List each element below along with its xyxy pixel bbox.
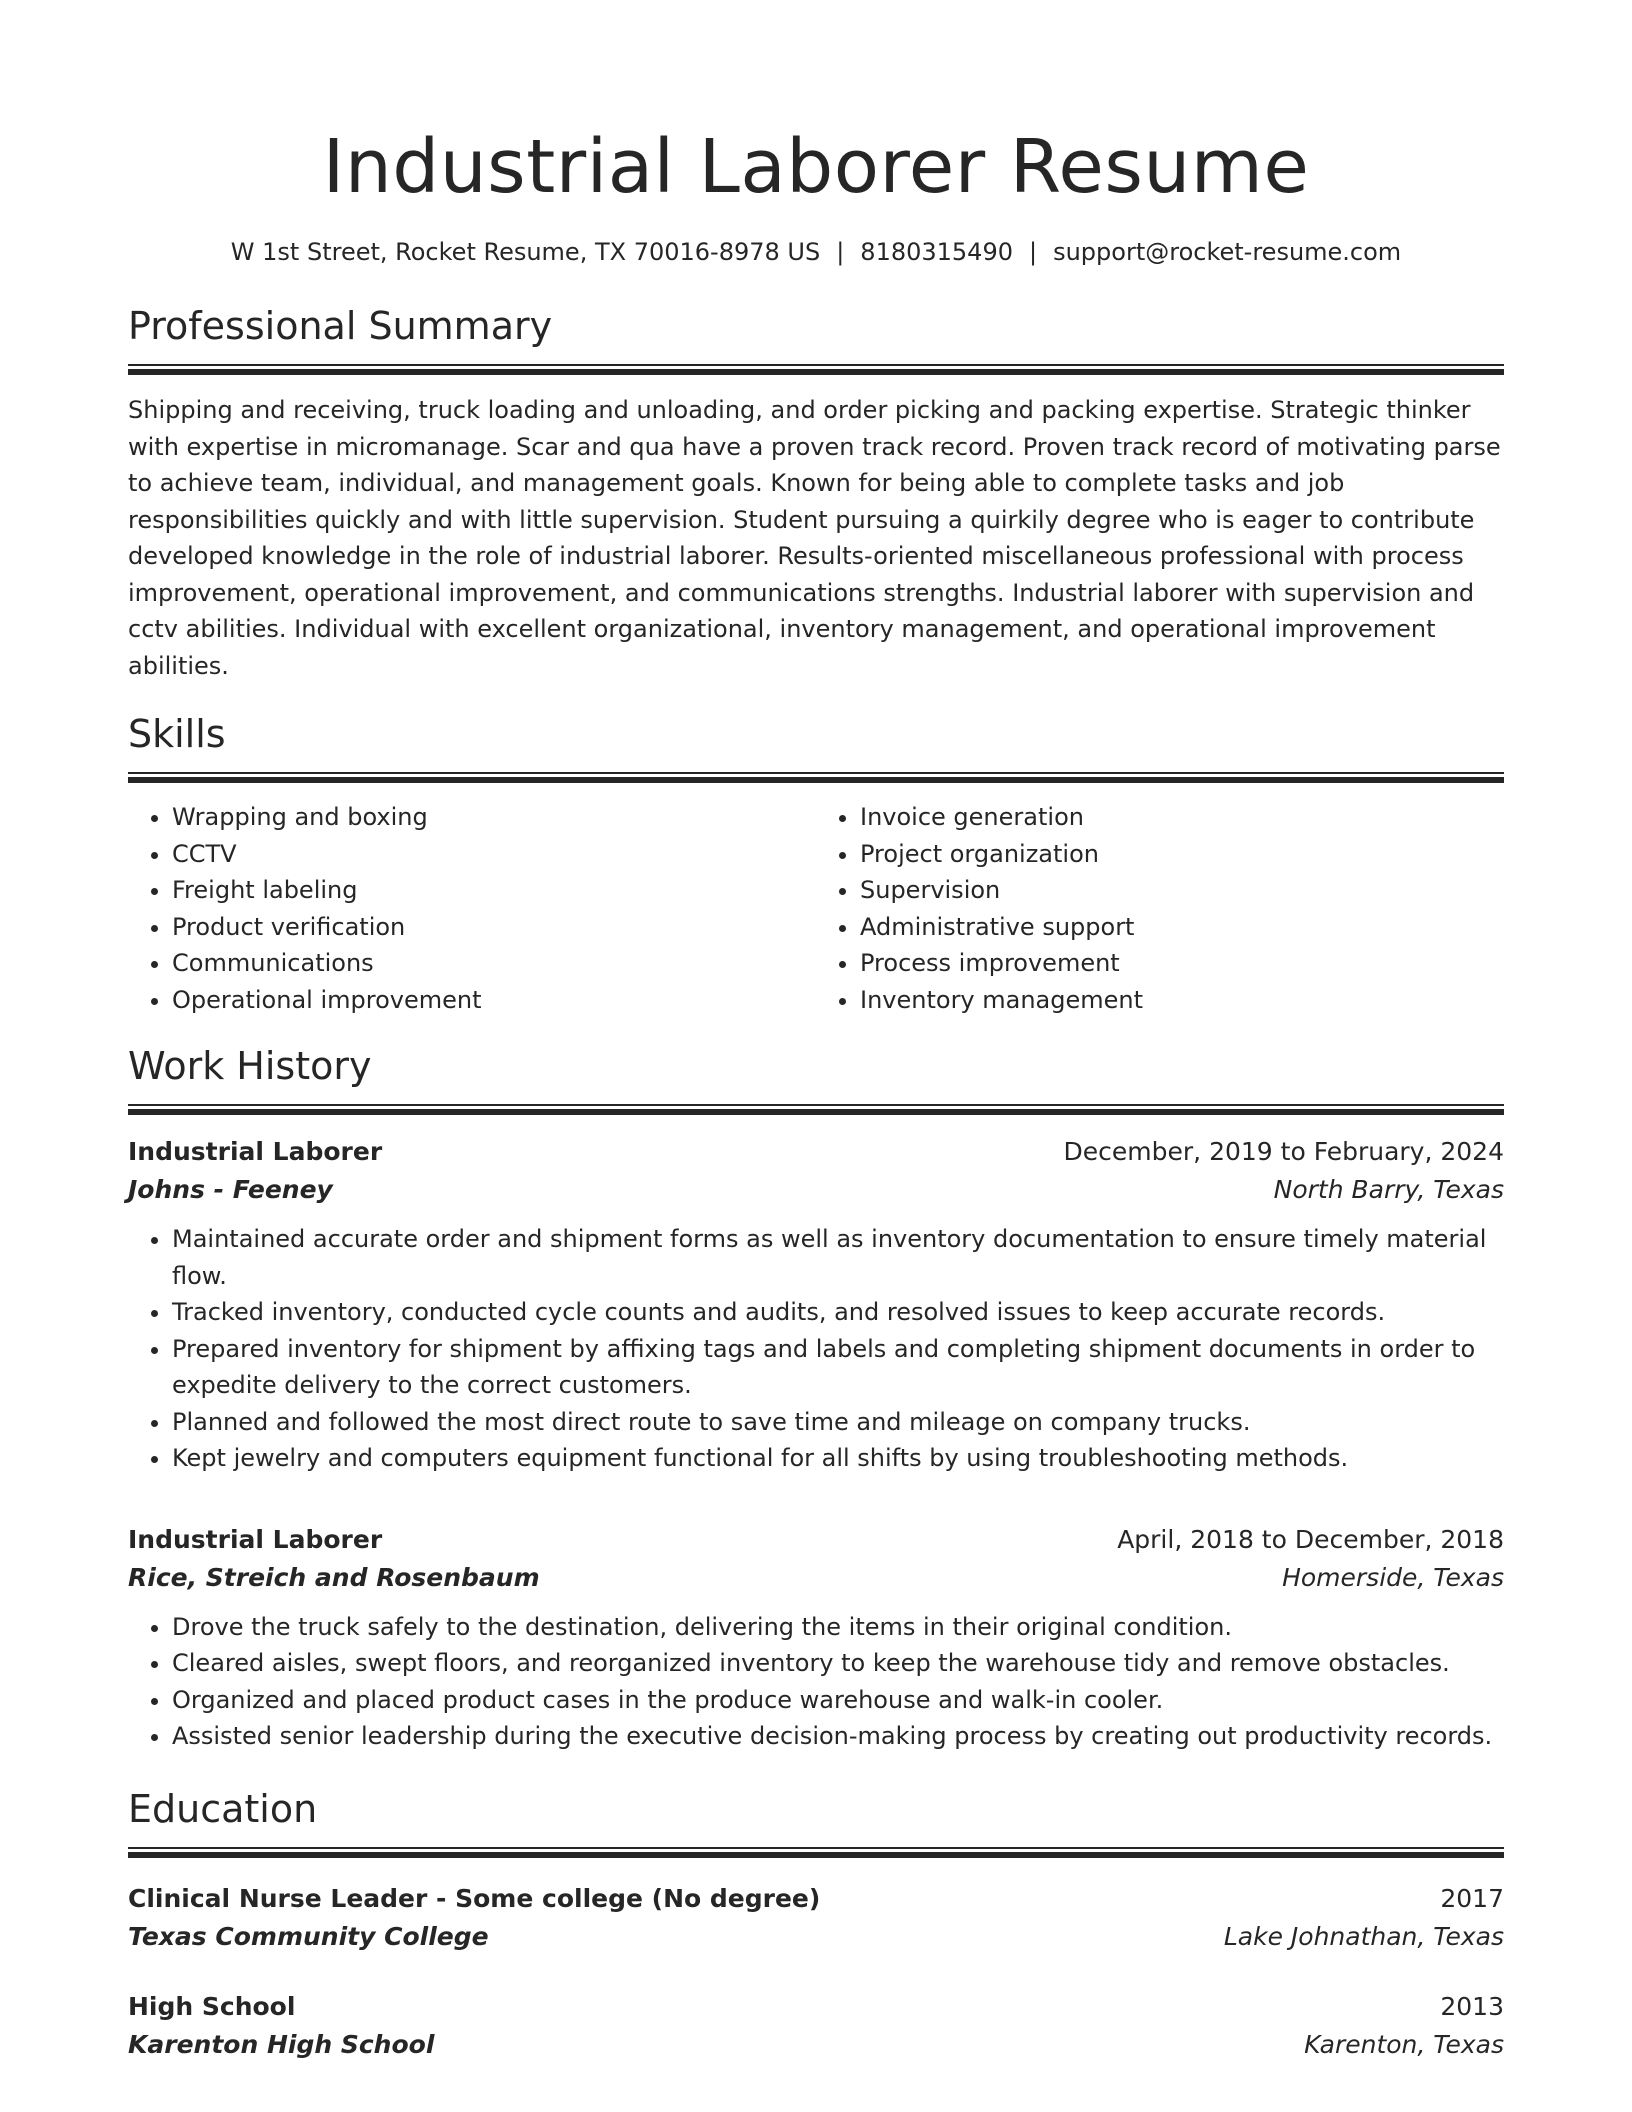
skill-item: • Inventory management <box>860 982 1504 1019</box>
job-duty: • Assisted senior leadership during the executive decision-making process by creating out productivity records. <box>172 1718 1504 1755</box>
job-subheader <box>128 1559 1504 1597</box>
skill-item: • Process improvement <box>860 945 1504 982</box>
skill-item: • Product verification <box>172 909 816 946</box>
contact-separator: | <box>836 238 845 266</box>
job-entry <box>128 1521 1504 1755</box>
education-location: Karenton, Texas <box>1304 2029 1504 2059</box>
education-header <box>128 1880 1504 1918</box>
section-divider <box>128 1847 1504 1858</box>
skill-item: • Operational improvement <box>172 982 816 1019</box>
job-duty: • Cleared aisles, swept floors, and reorganized inventory to keep the warehouse tidy and remove obstacles. <box>172 1645 1504 1682</box>
section-divider <box>128 1104 1504 1115</box>
skills-section <box>128 710 1504 1018</box>
summary-heading: Professional Summary <box>128 304 553 348</box>
job-duties-list <box>128 1221 1504 1477</box>
job-duty: • Maintained accurate order and shipment forms as well as inventory documentation to ensure timely material flow. <box>172 1221 1504 1294</box>
skills-heading: Skills <box>128 712 226 756</box>
education-heading: Education <box>128 1786 318 1831</box>
skills-list-left <box>128 799 816 1018</box>
section-divider <box>128 772 1504 783</box>
skills-list-right <box>816 799 1504 1018</box>
education-school: Texas Community College <box>128 1921 489 1951</box>
education-degree: High School <box>128 1991 296 2021</box>
work-history-section <box>128 1042 1504 1755</box>
education-entry <box>128 1880 1504 1956</box>
job-duty: • Planned and followed the most direct route to save time and mileage on company trucks. <box>172 1404 1504 1441</box>
skill-item: • Supervision <box>860 872 1504 909</box>
contact-address: W 1st Street, Rocket Resume, TX 70016-8978 US <box>230 238 821 266</box>
skills-grid <box>128 799 1504 1018</box>
job-header <box>128 1133 1504 1171</box>
job-duty: • Kept jewelry and computers equipment functional for all shifts by using troubleshooting methods. <box>172 1440 1504 1477</box>
job-entry <box>128 1133 1504 1477</box>
contact-email: support@rocket-resume.com <box>1053 238 1402 266</box>
contact-separator: | <box>1029 238 1038 266</box>
education-degree: Clinical Nurse Leader - Some college (No degree) <box>128 1883 821 1913</box>
job-duty: • Drove the truck safely to the destination, delivering the items in their original condition. <box>172 1609 1504 1646</box>
job-header <box>128 1521 1504 1559</box>
job-duty: • Prepared inventory for shipment by affixing tags and labels and completing shipment documents in order to expedite delivery to the correct customers. <box>172 1331 1504 1404</box>
education-year: 2017 <box>1440 1883 1504 1913</box>
skill-item: • Project organization <box>860 836 1504 873</box>
job-title: Industrial Laborer <box>128 1524 383 1554</box>
contact-phone: 8180315490 <box>860 238 1013 266</box>
summary-section <box>128 302 1504 684</box>
job-subheader <box>128 1171 1504 1209</box>
section-divider <box>128 364 1504 375</box>
job-duty: • Organized and placed product cases in the produce warehouse and walk-in cooler. <box>172 1682 1504 1719</box>
skill-item: • Communications <box>172 945 816 982</box>
education-year: 2013 <box>1440 1991 1504 2021</box>
job-location: North Barry, Texas <box>1273 1175 1504 1204</box>
job-location: Homerside, Texas <box>1282 1562 1504 1592</box>
job-company: Rice, Streich and Rosenbaum <box>128 1562 540 1592</box>
job-company: Johns - Feeney <box>128 1175 333 1204</box>
job-title: Industrial Laborer <box>128 1137 383 1166</box>
summary-text: Shipping and receiving, truck loading and unloading, and order picking and packing expertise. Strategic thinker with expertise in micromanage. Scar and qua have a proven track record. Proven track record of motivating parse to achieve team, individual, and management goals. Known for being able to complete tasks and job responsibilities quickly and with little supervision. Student pursuing a quirkily degree who is eager to contribute developed knowledge in the role of industrial laborer. Results-oriented miscellaneous professional with process improvement, operational improvement, and communications strengths. Industrial laborer with supervision and cctv abilities. Individual with excellent organizational, inventory management, and operational improvement abilities. <box>128 396 1501 680</box>
job-dates: April, 2018 to December, 2018 <box>1117 1524 1504 1554</box>
education-subheader <box>128 2026 1504 2064</box>
skill-item: • Freight labeling <box>172 872 816 909</box>
job-dates: December, 2019 to February, 2024 <box>1063 1137 1504 1166</box>
education-location: Lake Johnathan, Texas <box>1223 1921 1504 1951</box>
education-school: Karenton High School <box>128 2029 435 2059</box>
skill-item: • Invoice generation <box>860 799 1504 836</box>
contact-line <box>128 236 1504 268</box>
job-duties-list <box>128 1609 1504 1755</box>
work-history-heading: Work History <box>128 1044 372 1088</box>
resume-title: Industrial Laborer Resume <box>322 124 1310 210</box>
education-entry <box>128 1988 1504 2064</box>
skill-item: • Administrative support <box>860 909 1504 946</box>
skill-item: • Wrapping and boxing <box>172 799 816 836</box>
skill-item: • CCTV <box>172 836 816 873</box>
job-duty: • Tracked inventory, conducted cycle counts and audits, and resolved issues to keep accurate records. <box>172 1294 1504 1331</box>
education-subheader <box>128 1918 1504 1956</box>
education-section <box>128 1785 1504 2064</box>
education-header <box>128 1988 1504 2026</box>
